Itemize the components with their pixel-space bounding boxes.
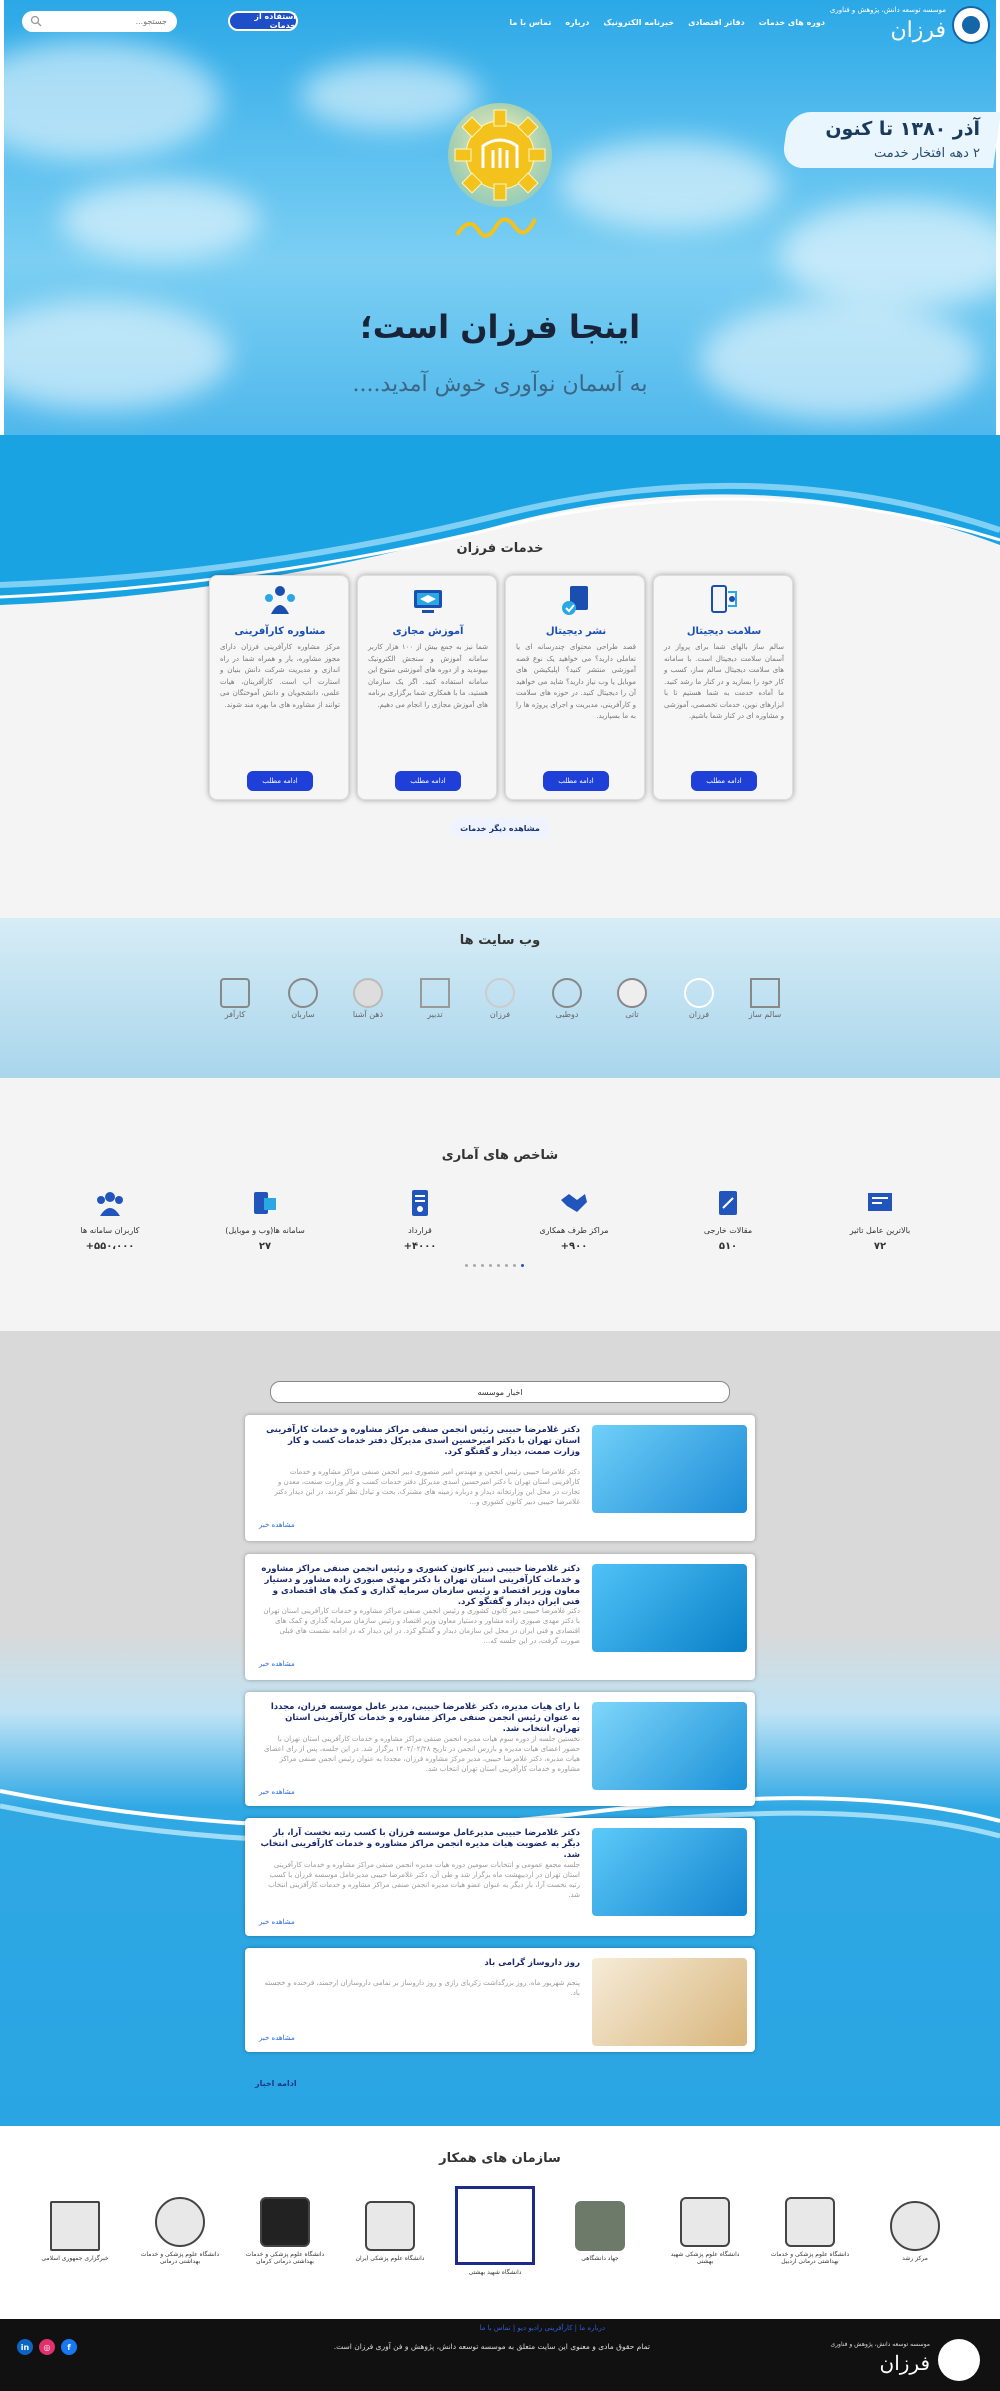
news-image[interactable] (592, 1564, 747, 1652)
contract-icon (405, 1188, 435, 1218)
brand-subtitle: موسسه توسعه دانش، پژوهش و فناوری (829, 6, 946, 14)
search-icon[interactable] (30, 15, 42, 27)
stat-item: مقالات خارجی ۵۱۰ (668, 1188, 788, 1252)
website-logo[interactable]: تدبیر (415, 978, 455, 1028)
websites-section (0, 918, 1000, 1078)
entrepreneurship-icon (262, 582, 298, 618)
nav-item-newsletter[interactable]: خبرنامه الکترونیک (603, 18, 675, 27)
news-card (245, 1948, 755, 2052)
footer-brand-subtitle: موسسه توسعه دانش، پژوهش و فناوری (830, 2341, 930, 2348)
badge-line-1: آذر ۱۳۸۰ تا کنون (825, 118, 980, 140)
service-card-health (653, 575, 793, 800)
partners-title: سازمان های همکار (439, 2151, 561, 2166)
news-body: پنجم شهریور ماه، روز بزرگداشت زکریای رازی و روز داروساز بر تمامی داروسازان ارجمند، فرخنده و خجسته باد. (264, 1979, 580, 1997)
news-image[interactable] (592, 1828, 747, 1916)
partner-logo[interactable]: جهاد دانشگاهی (560, 2186, 640, 2276)
stat-item: مراکز طرف همکاری ۹۰۰+ (514, 1188, 634, 1252)
news-body: نخستین جلسه از دوره سوم هیات مدیره انجمن صنفی مراکز مشاوره و خدمات کارآفرینی استان تهران با حضور اعضای هیات مدیره و بازرس انجمن در تاریخ ۱۴۰۲/۰۲/۲۸ برگزار شد. در این جلسه، پس از رای اعضای هیات مدیره، دکتر غلامرضا حبیبی، مدیر مرکز مشاوره فرزان، مجددا به عنوان رئیس انجمن صنفی مراکز مشاوره و خدمات کارآفرینی استان تهران انتخاب شد. (264, 1735, 580, 1773)
news-title[interactable]: دکتر غلامرضا حبیبی دبیر کانون کشوری و رئیس انجمن صنفی مراکز مشاوره و خدمات کارآفرینی استان تهران با دکتر مهدی صبوری زاده مشاور و دستیار معاون وزیر اقتصاد و رئیس سازمان سرمایه گذاری و کمک های اقتصادی و فنی ایران دیدار و گفتگو کرد. (261, 1564, 580, 1607)
website-logo[interactable]: فرزان (679, 978, 719, 1028)
view-news-link[interactable]: مشاهده خبر (259, 1660, 295, 1668)
farzan-logo-icon (952, 6, 990, 44)
instagram-icon[interactable]: ◎ (39, 2339, 55, 2355)
news-card (245, 1415, 755, 1541)
apps-icon (250, 1188, 280, 1218)
use-services-button[interactable]: استفاده از خدمات (228, 11, 298, 31)
website-logo[interactable]: کارآفر (215, 978, 255, 1028)
top-navbar (0, 0, 1000, 46)
partner-logo[interactable]: مرکز رشد (875, 2186, 955, 2276)
partner-logo[interactable]: دانشگاه علوم پزشکی و خدمات بهداشتی درمانی اردبیل (770, 2186, 850, 2276)
partners-section (0, 2126, 1000, 2319)
service-description: قصد طراحی محتوای چندرسانه ای یا تعاملی دارید؟ می خواهید یک نوع قصه آموزشی منتشر کنید؟ اپلیکیشن های موبایل یا وب نیاز دارید؟ شاید می خواهید آن را دیجیتال کنید. در حوزه های سلامت و کارآفرینی، مدیریت و اجرای پروژه ها را به ما بسپارید. (516, 643, 636, 720)
facebook-icon[interactable]: f (61, 2339, 77, 2355)
view-news-link[interactable]: مشاهده خبر (259, 2034, 295, 2042)
hero-title: اینجا فرزان است؛ (359, 308, 641, 346)
service-description: مرکز مشاوره کارآفرینی فرزان دارای مجوز مشاوره، یار و همراه شما در راه اندازی و مدیریت شرکت دانش بنیان و استارت آپ است. کارآفرینان، هیات علمی، دانشجویان و دانش آموختگان می توانند از مشاوره های ما بهره مند شوند. (220, 643, 340, 709)
website-logo[interactable]: ساربان (283, 978, 323, 1028)
news-section (0, 1331, 1000, 2126)
badge-line-2: ۲ دهه افتخار خدمت (874, 146, 980, 161)
news-title[interactable]: با رای هیات مدیره، دکتر غلامرضا حبیبی، مدیر عامل موسسه فرزان، مجددا به عنوان رئیس انجمن صنفی مراکز مشاوره و خدمات کارآفرینی استان تهران، انتخاب شد. (270, 1702, 580, 1734)
partner-logo[interactable]: دانشگاه علوم پزشکی و خدمات بهداشتی درمانی کرمان (245, 2186, 325, 2276)
news-card (245, 1554, 755, 1680)
service-name: مشاوره کارآفرینی (234, 626, 326, 637)
service-card-publishing (505, 575, 645, 800)
service-name: آموزش مجازی (392, 626, 464, 637)
main-nav (509, 18, 825, 27)
services-title: خدمات فرزان (456, 541, 544, 556)
stats-title: شاخص های آماری (441, 1148, 559, 1163)
news-body: دکتر غلامرضا حبیبی رئیس انجمن و مهندس امیر منصوری دبیر انجمن صنفی مراکز مشاوره و خدمات کارآفرینی استان تهران با دکتر امیرحسین اسدی مدیرکل دفتر خدمات کسب و کار وزارت صنعت، معدن و تجارت در محل این وزارتخانه دیدار و درباره زمینه های مشترک، بحث و تبادل نظر کردند. در این دیدار دکتر غلامرضا حبیبی دبیر کانون کشوری و... (274, 1468, 580, 1506)
partner-logo[interactable]: دانشگاه علوم پزشکی و خدمات بهداشتی درمانی (140, 2186, 220, 2276)
service-description: سالم ساز بالهای شما برای پرواز در آسمان سلامت دیجیتال است. با سامانه های سلامت دیجیتال سالم ساز، کسب و کار خود را بسازید و در کنار ما رشد کنید. ما آماده خدمت به شما هستیم تا با ابزارهای نوین، خدمات تخصصی، آموزشی و مشاوره ای در کنار شما باشیم. (664, 643, 784, 720)
news-body: دکتر غلامرضا حبیبی دبیر کانون کشوری و رئیس انجمن صنفی مراکز مشاوره و خدمات کارآفرینی استان تهران با دکتر مهدی صبوری زاده مشاور و دستیار معاون وزیر اقتصاد و رئیس سازمان سرمایه گذاری و کمک های اقتصادی و فنی ایران در محل این سازمان دیدار و گفتگو کرد. در این دیدار که در ادامه نشست های قبلی صورت گرفت، در این جلسه که... (263, 1607, 580, 1645)
more-services-button[interactable]: مشاهده دیگر خدمات (450, 818, 550, 838)
news-image[interactable] (592, 1702, 747, 1790)
hero-section (0, 0, 1000, 435)
linkedin-icon[interactable]: in (17, 2339, 33, 2355)
e-learning-icon (410, 582, 446, 618)
partner-logo[interactable]: دانشگاه علوم پزشکی ایران (350, 2186, 430, 2276)
news-title[interactable]: دکتر غلامرضا حبیبی رئیس انجمن صنفی مراکز مشاوره و خدمات کارآفرینی استان تهران با دکتر امیرحسین اسدی مدیرکل دفتر خدمات کسب و کار وزارت صمت، دیدار و گفتگو کرد. (266, 1425, 580, 1457)
nav-item-offices[interactable]: دفاتر اقتصادی (688, 18, 745, 27)
read-more-button[interactable]: ادامه مطلب (395, 771, 461, 791)
footer-links[interactable]: درباره ما | کارآفرینی رادیو دیو | تماس با ما (479, 2324, 605, 2332)
website-logo[interactable]: دوطبی (547, 978, 587, 1028)
stat-item: قرارداد ۴۰۰۰+ (360, 1188, 480, 1252)
read-more-button[interactable]: ادامه مطلب (691, 771, 757, 791)
brand-name: فرزان (890, 18, 946, 43)
news-section-header: اخبار موسسه (270, 1381, 730, 1403)
read-more-button[interactable]: ادامه مطلب (247, 771, 313, 791)
footer-brand[interactable] (830, 2323, 980, 2383)
article-icon (713, 1188, 743, 1218)
news-image[interactable] (592, 1958, 747, 2046)
nav-item-contact[interactable]: تماس با ما (509, 18, 552, 27)
farzan-emblem-icon (445, 100, 555, 250)
hero-subtitle: به آسمان نوآوری خوش آمدید.... (352, 372, 648, 397)
services-section (0, 435, 1000, 945)
view-news-link[interactable]: مشاهده خبر (259, 1788, 295, 1796)
search-input[interactable] (47, 17, 167, 26)
more-news-link[interactable]: ادامه اخبار (255, 2079, 297, 2088)
partner-logo[interactable]: دانشگاه شهید بهشتی (455, 2186, 535, 2276)
websites-title: وب سایت ها (459, 933, 541, 948)
news-image[interactable] (592, 1425, 747, 1513)
digital-publish-icon (558, 582, 594, 618)
site-brand[interactable] (829, 4, 990, 44)
website-logo[interactable]: فرزان (480, 978, 520, 1028)
footer-brand-name: فرزان (879, 2351, 930, 2375)
news-title[interactable]: روز داروساز گرامی باد (484, 1958, 580, 1968)
news-title[interactable]: دکتر غلامرضا حبیبی مدیرعامل موسسه فرزان با کسب رتبه نخست آرا، بار دیگر به عضویت هیات مدیره انجمن مراکز مشاوره و خدمات کارآفرینی انتخاب شد. (260, 1828, 580, 1860)
view-news-link[interactable]: مشاهده خبر (259, 1521, 295, 1529)
stats-section (0, 1078, 1000, 1331)
partner-logo[interactable]: خبرگزاری جمهوری اسلامی (35, 2186, 115, 2276)
stat-item: کاربران سامانه ها ۵۵۰،۰۰۰+ (50, 1188, 170, 1252)
read-more-button[interactable]: ادامه مطلب (543, 771, 609, 791)
service-card-entrepreneurship (209, 575, 349, 800)
stat-item: بالاترین عامل تاثیر ۷۲ (820, 1188, 940, 1252)
nav-item-services[interactable]: دوره های خدمات (758, 18, 825, 27)
news-body: جلسه مجمع عمومی و انتخابات سومین دوره هیات مدیره انجمن صنفی مراکز مشاوره و خدمات کارآفرینی استان تهران در اردیبهشت ماه برگزار شد و طی آن، دکتر غلامرضا حبیبی مدیرعامل موسسه فرزان با کسب رتبه نخست آرا، بار دیگر به عنوان عضو هیات مدیره انجمن صنفی مراکز مشاوره و خدمات کارآفرینی انتخاب شد. (268, 1861, 580, 1899)
news-card (245, 1818, 755, 1936)
users-icon (95, 1188, 125, 1218)
nav-item-about[interactable]: درباره (565, 18, 590, 27)
health-tech-icon (706, 582, 742, 618)
website-logo[interactable]: تاتی (612, 978, 652, 1028)
impact-icon (865, 1188, 895, 1218)
carousel-dots[interactable] (465, 1264, 524, 1267)
services-wave (0, 435, 1000, 635)
farzan-logo-icon (938, 2339, 980, 2381)
service-name: نشر دیجیتال (545, 626, 607, 637)
website-logo[interactable]: سالم ساز (745, 978, 785, 1028)
partner-logo[interactable]: دانشگاه علوم پزشکی شهید بهشتی (665, 2186, 745, 2276)
service-name: سلامت دیجیتال (686, 626, 762, 637)
site-footer (0, 2319, 1000, 2391)
view-news-link[interactable]: مشاهده خبر (259, 1918, 295, 1926)
copyright-text: تمام حقوق مادی و معنوی این سایت متعلق به موسسه توسعه دانش، پژوهش و فن آوری فرزان است. (333, 2342, 650, 2351)
service-description: شما نیز به جمع بیش از ۱۰۰ هزار کاربر سامانه آموزش و سنجش الکترونیک بپیوندید و از دوره های آموزشی متنوع این سامانه استفاده کنید. اگر یک سازمان هستید، ما با همکاری شما برگزاری برنامه های آموزش مجازی را انجام می دهیم. (368, 643, 488, 709)
search-box (22, 11, 177, 32)
news-card (245, 1692, 755, 1806)
service-card-elearning (357, 575, 497, 800)
stat-item: سامانه ها(وب و موبایل) ۲۷ (205, 1188, 325, 1252)
handshake-icon (559, 1188, 589, 1218)
website-logo[interactable]: ذهن آشنا (348, 978, 388, 1028)
